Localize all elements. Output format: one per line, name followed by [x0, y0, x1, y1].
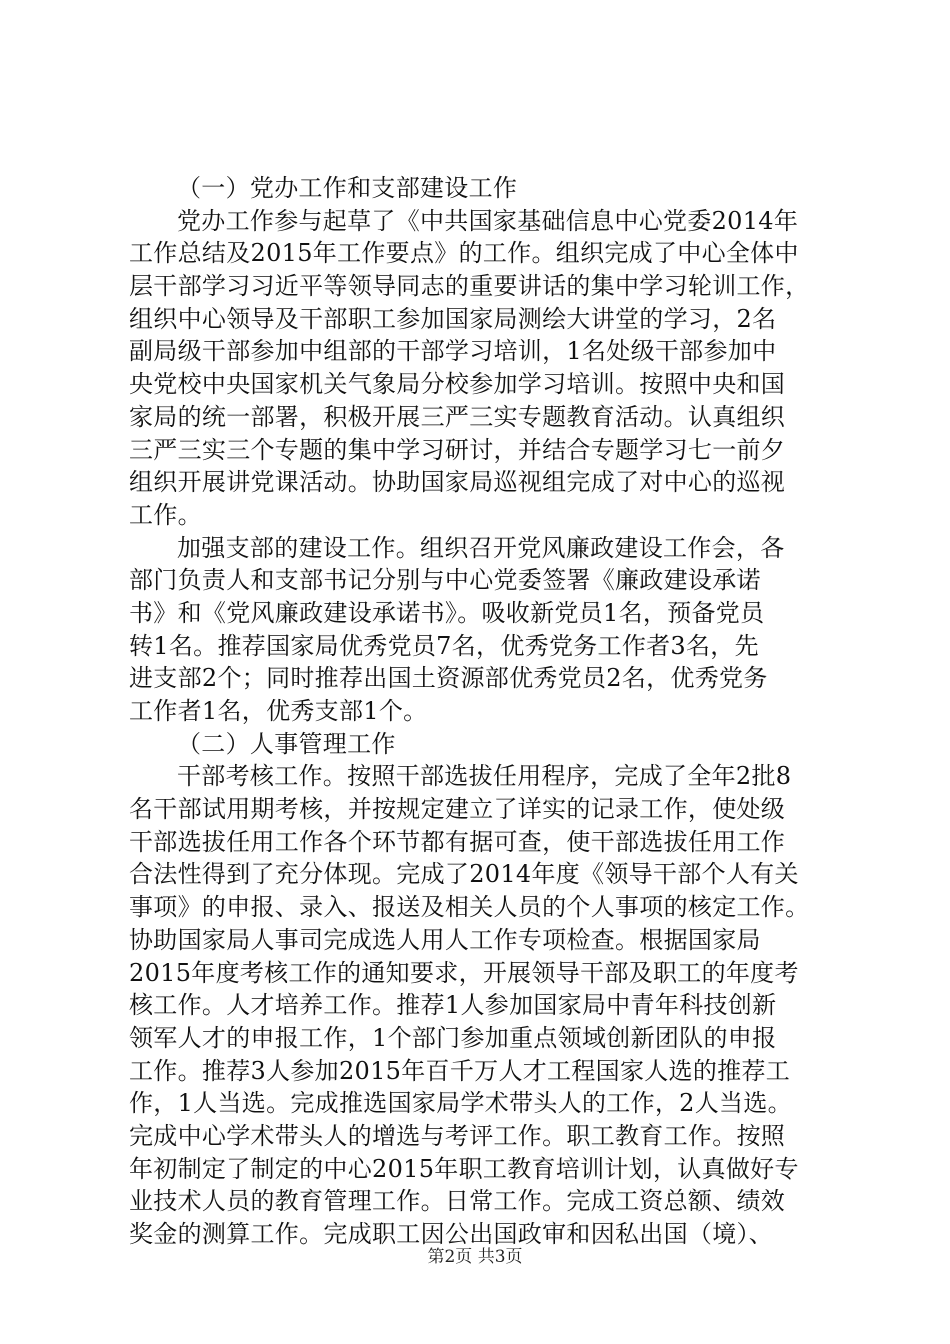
paragraph-line: 进支部2个；同时推荐出国土资源部优秀党员2名，优秀党务 [129, 664, 768, 693]
paragraph-line: 工作者1名，优秀支部1个。 [129, 697, 428, 725]
paragraph-line: 干部选拔任用工作各个环节都有据可查，使干部选拔任用工作 [129, 827, 786, 856]
document-body [129, 172, 829, 1251]
paragraph-line: 完成中心学术带头人的增选与考评工作。职工教育工作。按照 [129, 1121, 786, 1150]
paragraph-line: 工作。 [129, 500, 202, 529]
paragraph-line: 奖金的测算工作。完成职工因公出国政审和因私出国（境）、 [129, 1220, 774, 1248]
paragraph-first-line: 干部考核工作。按照干部选拔任用程序，完成了全年2批8 [177, 762, 792, 791]
paragraph-line: 组织开展讲党课活动。协助国家局巡视组完成了对中心的巡视 [129, 468, 786, 497]
paragraph-line: 工作总结及2015年工作要点》的工作。组织完成了中心全体中 [129, 239, 799, 268]
paragraph-line: 核工作。人才培养工作。推荐1人参加国家局中青年科技创新 [129, 991, 777, 1020]
paragraph-line: 2015年度考核工作的通知要求，开展领导干部及职工的年度考 [129, 958, 799, 987]
paragraph-line: 部门负责人和支部书记分别与中心党委签署《廉政建设承诺 [129, 566, 761, 595]
paragraph-line: 工作。推荐3人参加2015年百千万人才工程国家人选的推荐工 [129, 1056, 791, 1085]
paragraph-line: 家局的统一部署，积极开展三严三实专题教育活动。认真组织 [129, 402, 786, 431]
paragraph-first-line: 加强支部的建设工作。组织召开党风廉政建设工作会，各 [177, 533, 785, 562]
paragraph-line: 作，1人当选。完成推选国家局学术带头人的工作，2人当选。 [129, 1089, 792, 1118]
section-heading: （二）人事管理工作 [177, 729, 396, 758]
page-footer: 第2页 共3页 [427, 1247, 523, 1267]
paragraph-line: 书》和《党风廉政建设承诺书》。吸收新党员1名，预备党员 [129, 598, 765, 627]
paragraph-line: 业技术人员的教育管理工作。日常工作。完成工资总额、绩效 [129, 1187, 786, 1216]
paragraph-line: 协助国家局人事司完成选人用人工作专项检查。根据国家局 [129, 925, 761, 954]
paragraph-first-line: 党办工作参与起草了《中共国家基础信息中心党委2014年 [177, 206, 799, 235]
paragraph-line: 副局级干部参加中组部的干部学习培训，1名处级干部参加中 [129, 337, 777, 366]
section-heading: （一）党办工作和支部建设工作 [177, 174, 518, 202]
paragraph-line: 名干部试用期考核，并按规定建立了详实的记录工作，使处级 [129, 795, 786, 824]
paragraph-line: 合法性得到了充分体现。完成了2014年度《领导干部个人有关 [129, 860, 799, 889]
paragraph-line: 转1名。推荐国家局优秀党员7名，优秀党务工作者3名，先 [129, 631, 759, 660]
paragraph-line: 领军人才的申报工作，1个部门参加重点领域创新团队的申报 [129, 1023, 777, 1052]
paragraph-line: 年初制定了制定的中心2015年职工教育培训计划，认真做好专 [129, 1154, 799, 1183]
paragraph-line: 事项》的申报、录入、报送及相关人员的个人事项的核定工作。 [129, 893, 810, 922]
paragraph-line: 三严三实三个专题的集中学习研讨，并结合专题学习七一前夕 [129, 435, 786, 464]
paragraph-line: 央党校中央国家机关气象局分校参加学习培训。按照中央和国 [129, 370, 786, 399]
paragraph-line: 层干部学习习近平等领导同志的重要讲话的集中学习轮训工作， [129, 272, 810, 301]
paragraph-line: 组织中心领导及干部职工参加国家局测绘大讲堂的学习，2名 [129, 304, 777, 333]
